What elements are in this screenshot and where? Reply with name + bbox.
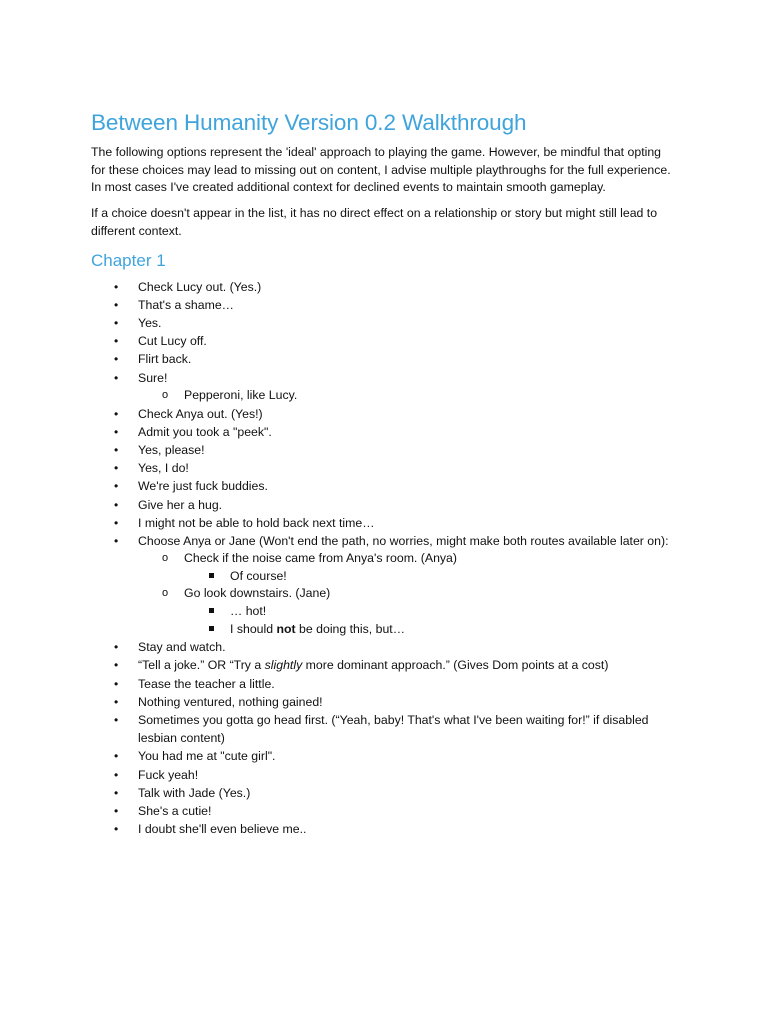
list-item bbox=[91, 802, 675, 820]
bullet-icon: • bbox=[114, 804, 119, 819]
bullet-icon: • bbox=[114, 297, 119, 312]
list-item-text: Sometimes you gotta go head first. (“Yeah, baby! That's what I've been waiting for!” if disabled lesbian content) bbox=[138, 713, 649, 746]
chapter-heading: Chapter 1 bbox=[91, 250, 166, 270]
list-item-text: We're just fuck buddies. bbox=[138, 479, 268, 494]
square-bullet-icon bbox=[209, 626, 214, 631]
list-item bbox=[91, 332, 675, 350]
sub-list-item bbox=[138, 585, 675, 638]
sub-sub-list bbox=[184, 568, 675, 586]
bullet-icon: • bbox=[114, 370, 119, 385]
list-item-text: Give her a hug. bbox=[138, 497, 223, 512]
list-item-text: Stay and watch. bbox=[138, 640, 226, 655]
sub-sub-list-item bbox=[184, 568, 675, 586]
square-bullet-icon bbox=[209, 573, 214, 578]
note-paragraph: If a choice doesn't appear in the list, it has no direct effect on a relationship or story but might still lead to different context. bbox=[91, 206, 658, 238]
list-item-text-end: more dominant approach.” (Gives Dom points at a cost) bbox=[302, 658, 609, 673]
sub-list-item-text: Check if the noise came from Anya's room. (Anya) bbox=[184, 551, 457, 566]
list-item-text: Yes. bbox=[138, 315, 162, 330]
list-item-text: Yes, please! bbox=[138, 442, 205, 457]
list-item bbox=[91, 459, 675, 477]
bullet-icon: • bbox=[114, 822, 119, 837]
list-item bbox=[91, 441, 675, 459]
list-item-text: I might not be able to hold back next time… bbox=[138, 515, 375, 530]
list-item-text: Cut Lucy off. bbox=[138, 334, 207, 349]
bullet-icon: • bbox=[114, 676, 119, 691]
sub-list bbox=[138, 387, 675, 405]
bullet-icon: • bbox=[114, 749, 119, 764]
bullet-icon: • bbox=[114, 713, 119, 728]
bullet-icon: • bbox=[114, 461, 119, 476]
bullet-icon: • bbox=[114, 406, 119, 421]
list-item-text: You had me at "cute girl". bbox=[138, 749, 276, 764]
list-item bbox=[91, 296, 675, 314]
list-item-text: That's a shame… bbox=[138, 297, 234, 312]
list-item-text: Tease the teacher a little. bbox=[138, 676, 275, 691]
list-item-text: Flirt back. bbox=[138, 352, 192, 367]
emphasis-not: not bbox=[276, 621, 296, 636]
sub-sub-list-item bbox=[184, 621, 675, 639]
sub-list-item bbox=[138, 550, 675, 585]
list-item-text: I doubt she'll even believe me.. bbox=[138, 822, 307, 837]
sub-list bbox=[138, 550, 675, 638]
sub-list-item-text: Pepperoni, like Lucy. bbox=[184, 387, 298, 402]
list-item bbox=[91, 693, 675, 711]
sub-list-item bbox=[138, 387, 675, 405]
bullet-icon: • bbox=[114, 515, 119, 530]
circle-bullet-icon: o bbox=[162, 552, 169, 565]
sub-sub-list-item-text: … hot! bbox=[230, 604, 267, 619]
list-item-text: Sure! bbox=[138, 370, 168, 385]
sub-sub-list-item-text-start: I should bbox=[230, 621, 277, 636]
list-item bbox=[91, 514, 675, 532]
list-item bbox=[91, 314, 675, 332]
sub-list-item-text: Go look downstairs. (Jane) bbox=[184, 586, 331, 601]
bullet-icon: • bbox=[114, 640, 119, 655]
bullet-icon: • bbox=[114, 334, 119, 349]
bullet-icon: • bbox=[114, 533, 119, 548]
bullet-icon: • bbox=[114, 424, 119, 439]
sub-sub-list-item bbox=[184, 603, 675, 621]
list-item bbox=[91, 766, 675, 784]
document-page bbox=[91, 108, 675, 838]
list-item bbox=[91, 423, 675, 441]
bullet-icon: • bbox=[114, 479, 119, 494]
list-item bbox=[91, 496, 675, 514]
list-item-text: Yes, I do! bbox=[138, 461, 189, 476]
circle-bullet-icon: o bbox=[162, 388, 169, 401]
list-item bbox=[91, 278, 675, 296]
bullet-icon: • bbox=[114, 694, 119, 709]
list-item-text-start: “Tell a joke.” OR “Try a bbox=[138, 658, 265, 673]
square-bullet-icon bbox=[209, 608, 214, 613]
sub-sub-list-item-text: Of course! bbox=[230, 568, 287, 583]
emphasis-slightly: slightly bbox=[264, 658, 303, 673]
list-item bbox=[91, 405, 675, 423]
list-item-text: She's a cutie! bbox=[138, 804, 212, 819]
list-item bbox=[91, 675, 675, 693]
bullet-icon: • bbox=[114, 658, 119, 673]
list-item bbox=[91, 820, 675, 838]
bullet-icon: • bbox=[114, 279, 119, 294]
list-item bbox=[91, 638, 675, 656]
sub-sub-list bbox=[184, 603, 675, 638]
list-item bbox=[91, 532, 675, 638]
bullet-icon: • bbox=[114, 352, 119, 367]
bullet-icon: • bbox=[114, 497, 119, 512]
bullet-icon: • bbox=[114, 315, 119, 330]
list-item-text: Choose Anya or Jane (Won't end the path, no worries, might make both routes available later on): bbox=[138, 533, 669, 548]
list-item bbox=[91, 747, 675, 765]
document-title: Between Humanity Version 0.2 Walkthrough bbox=[91, 110, 527, 135]
list-item bbox=[91, 477, 675, 495]
intro-paragraph: The following options represent the 'ideal' approach to playing the game. However, be mindful that opting for these choices may lead to missing out on content, I advise multiple playthroughs for the full experience. In most cases I've created additional context for declined events to maintain smooth gameplay. bbox=[91, 145, 671, 195]
bullet-icon: • bbox=[114, 767, 119, 782]
bullet-icon: • bbox=[114, 442, 119, 457]
list-item bbox=[91, 350, 675, 368]
list-item-text: Admit you took a "peek". bbox=[138, 424, 272, 439]
sub-sub-list-item-text-end: be doing this, but… bbox=[295, 621, 406, 636]
list-item-text: Check Lucy out. (Yes.) bbox=[138, 279, 262, 294]
list-item-text: Fuck yeah! bbox=[138, 767, 199, 782]
list-item-text: Check Anya out. (Yes!) bbox=[138, 406, 263, 421]
list-item-text: Nothing ventured, nothing gained! bbox=[138, 694, 323, 709]
list-item bbox=[91, 369, 675, 405]
list-item bbox=[91, 656, 675, 674]
list-item bbox=[91, 711, 675, 747]
circle-bullet-icon: o bbox=[162, 587, 169, 600]
choice-list bbox=[91, 278, 675, 839]
list-item-text: Talk with Jade (Yes.) bbox=[138, 785, 251, 800]
bullet-icon: • bbox=[114, 785, 119, 800]
list-item bbox=[91, 784, 675, 802]
